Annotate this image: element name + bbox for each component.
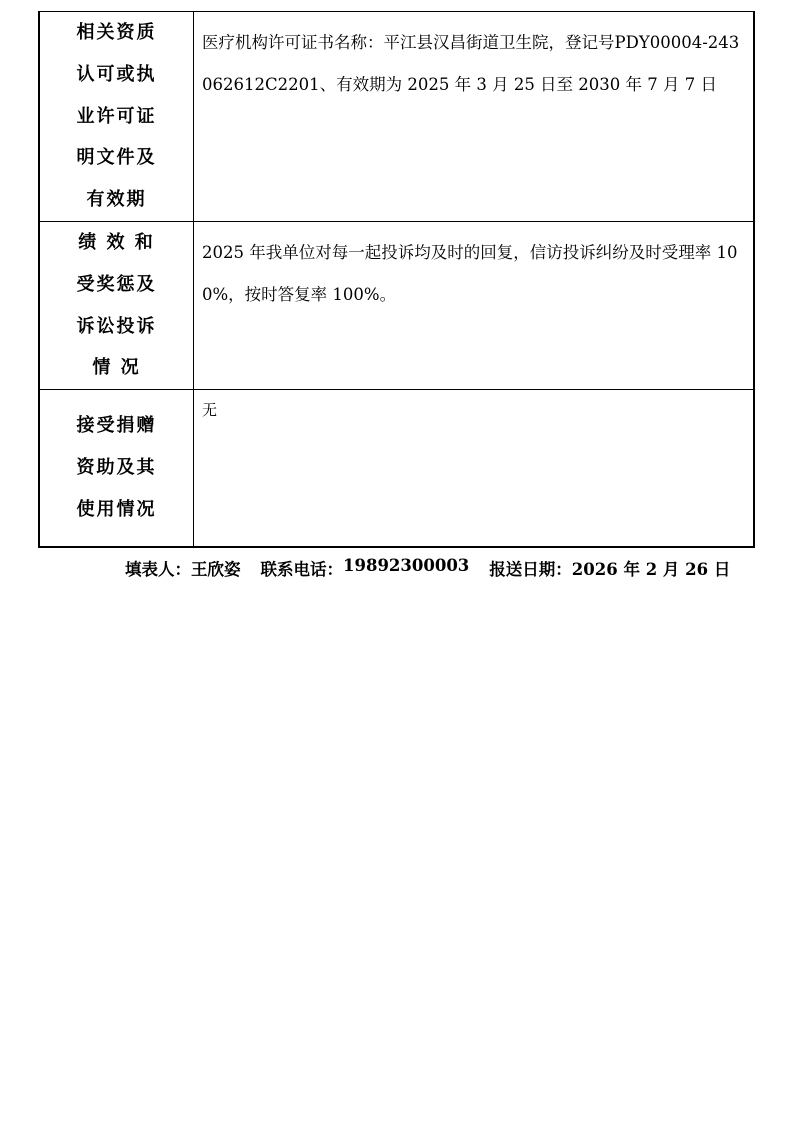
row-label-line: 资助及其 xyxy=(76,457,157,479)
row-label-line: 有效期 xyxy=(86,189,147,211)
row-content xyxy=(194,222,753,389)
row-label-line: 情 况 xyxy=(92,357,141,379)
row-content xyxy=(194,12,753,221)
row-label-line: 相关资质 xyxy=(76,22,157,44)
row-label xyxy=(40,390,194,546)
row-label xyxy=(40,12,194,221)
row-label-line: 诉讼投诉 xyxy=(76,315,157,337)
table-row-qualification xyxy=(40,12,753,221)
phone-label: 联系电话： xyxy=(260,560,343,579)
report-date: 2026 年 2 月 26 日 xyxy=(571,560,731,579)
donations-text: 无 xyxy=(202,401,218,419)
filler-label: 填表人： xyxy=(125,560,191,579)
row-label-line: 绩 效 和 xyxy=(78,232,155,254)
row-label-line: 使用情况 xyxy=(76,498,157,520)
spacer xyxy=(469,556,489,580)
table-row-performance xyxy=(40,221,753,389)
table-row-donations xyxy=(40,389,753,546)
row-content xyxy=(194,390,753,546)
performance-text: 2025 年我单位对每一起投诉均及时的回复，信访投诉纠纷及时受理率 100%，按时答复率 100%。 xyxy=(202,243,738,304)
date-label: 报送日期： xyxy=(489,560,572,579)
row-label-line: 明文件及 xyxy=(76,147,157,169)
row-label-line: 业许可证 xyxy=(76,105,157,127)
spacer xyxy=(241,556,261,580)
row-label-line: 受奖惩及 xyxy=(76,273,157,295)
row-label xyxy=(40,222,194,389)
row-label-line: 接受捐赠 xyxy=(76,415,157,437)
filler-name: 王欣姿 xyxy=(191,560,241,579)
row-label-line: 认可或执 xyxy=(76,63,157,85)
info-table xyxy=(38,11,755,548)
form-footer xyxy=(125,556,730,580)
qualification-text: 医疗机构许可证书名称：平江县汉昌街道卫生院，登记号PDY00004-243062612C2201、有效期为 2025 年 3 月 25 日至 2030 年 7 月 7 日 xyxy=(202,33,740,94)
phone-number: 19892300003 xyxy=(343,556,470,575)
